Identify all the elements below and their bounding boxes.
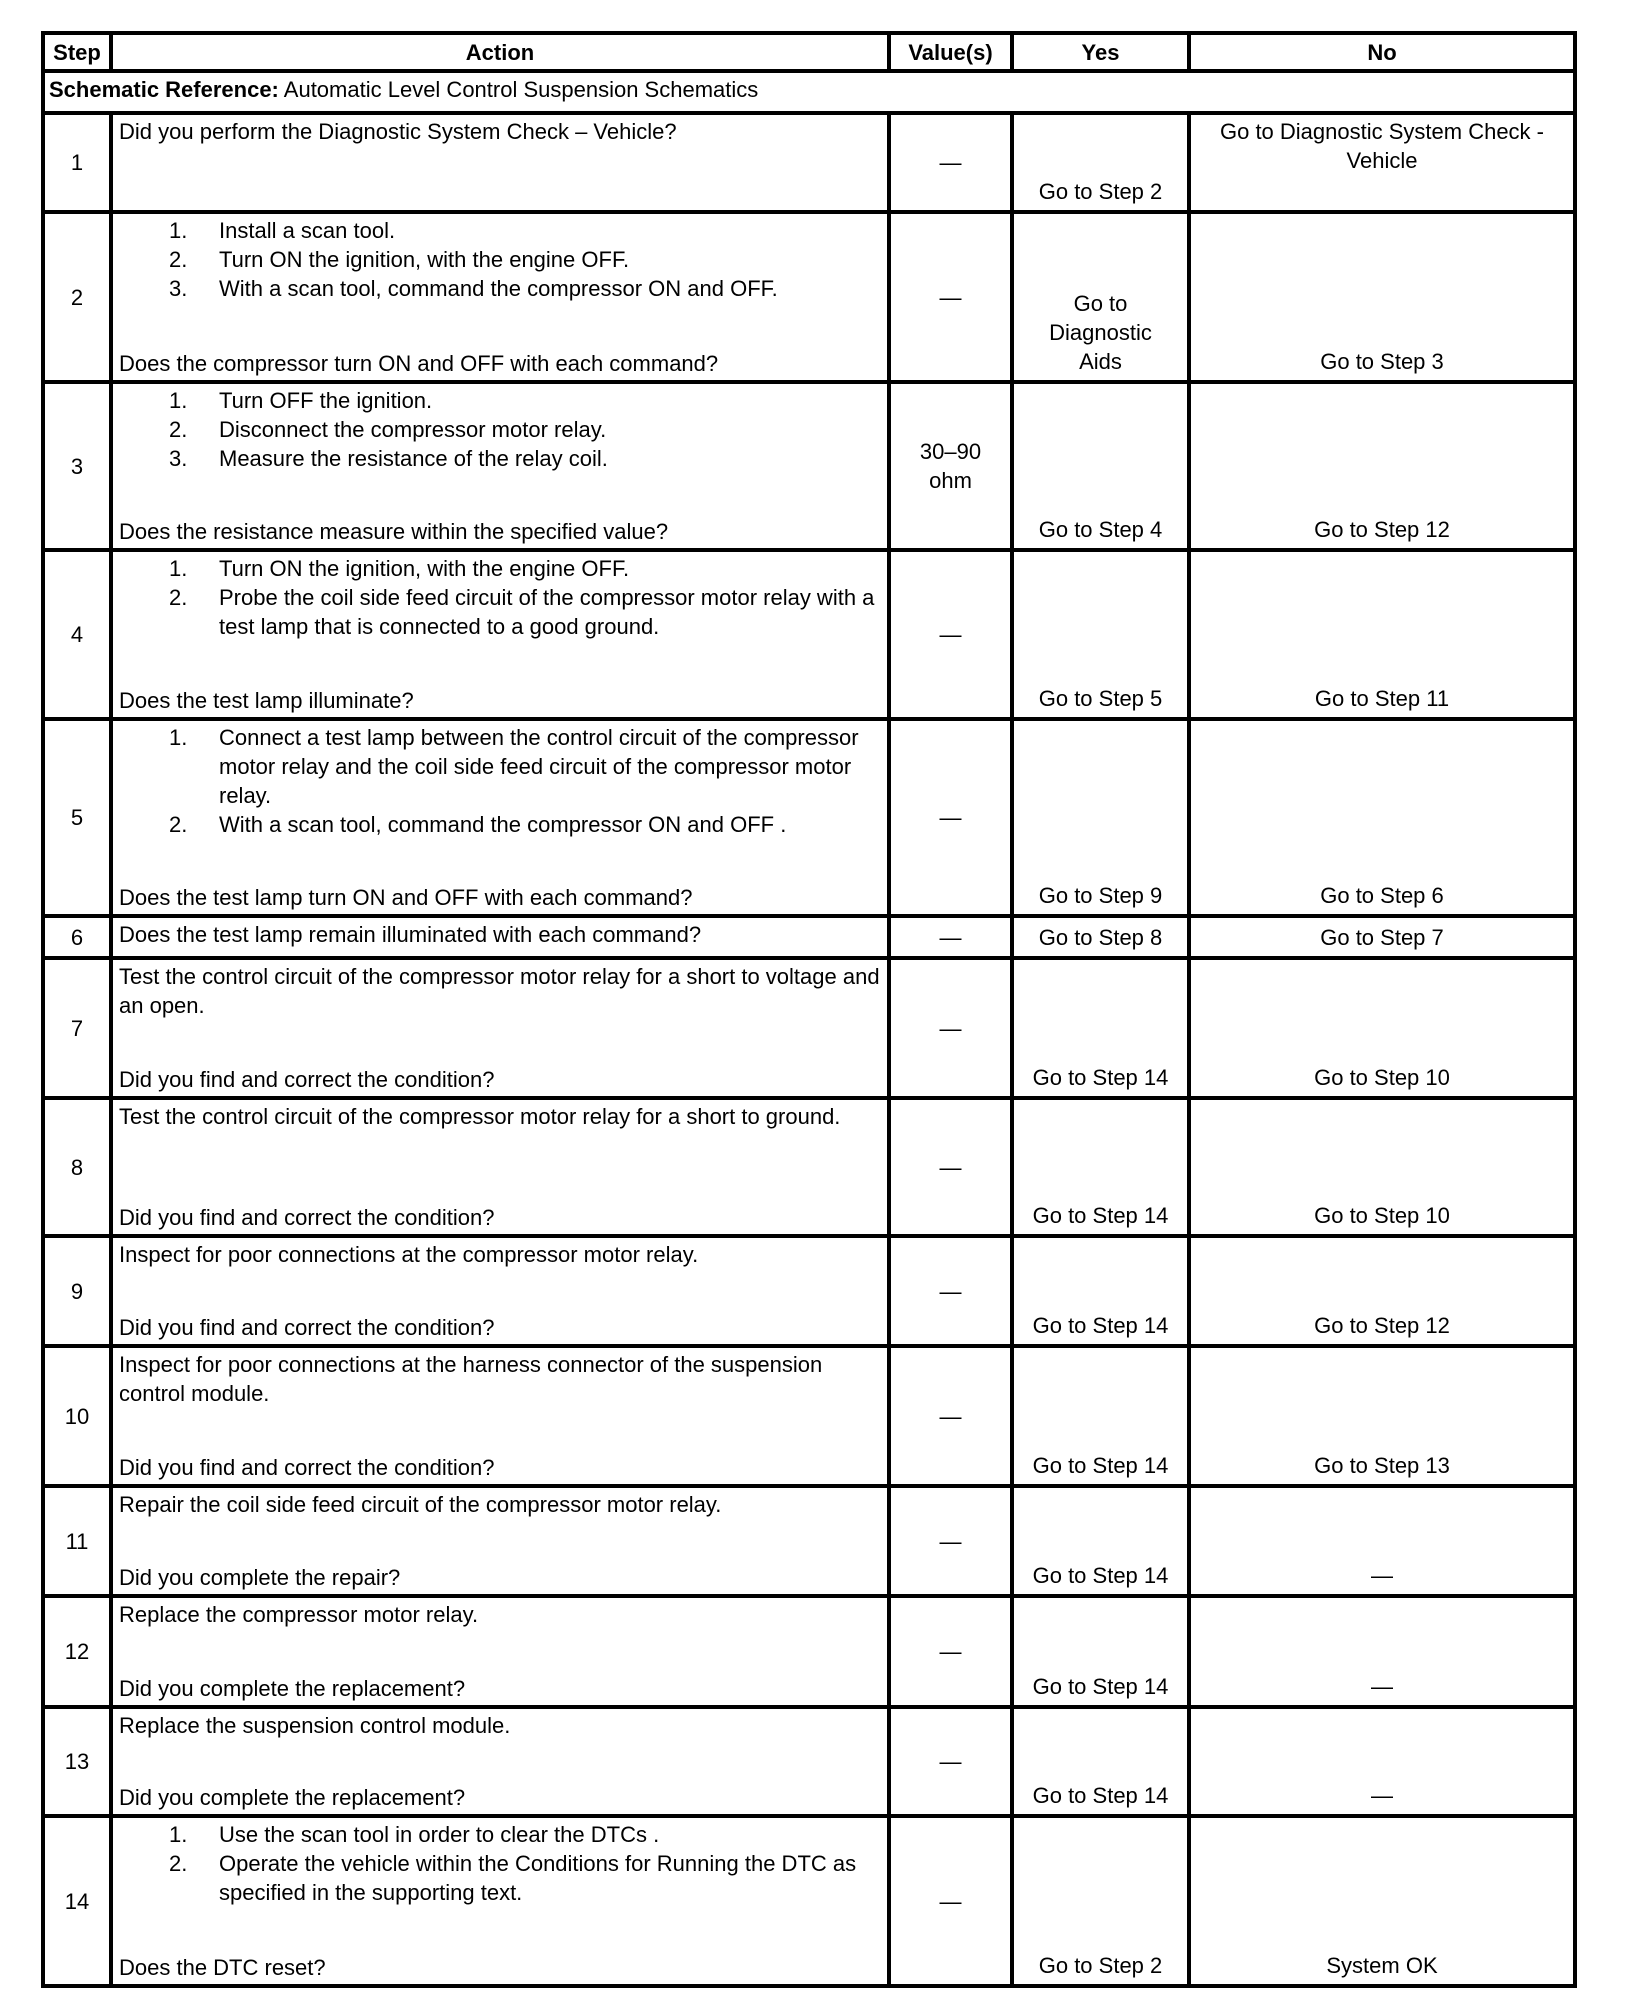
no-cell[interactable]: Go to Diagnostic System Check - Vehicle — [1189, 113, 1575, 212]
step-number: 3 — [43, 382, 111, 550]
value-cell: — — [889, 1596, 1012, 1707]
value-cell: — — [889, 1707, 1012, 1816]
table-row — [43, 550, 1575, 719]
action-text: Does the test lamp remain illuminated with each command? — [119, 922, 702, 947]
schematic-reference-link[interactable]: Automatic Level Control Suspension Schematics — [278, 77, 759, 102]
list-item: 1. Install a scan tool. — [169, 218, 396, 243]
action-question: Does the test lamp turn ON and OFF with each command? — [119, 885, 693, 910]
yes-cell[interactable]: Go to Step 9 — [1012, 719, 1189, 916]
action-step-text: Install a scan tool. — [219, 218, 396, 243]
list-item: 2. With a scan tool, command the compressor ON and OFF . — [169, 812, 787, 837]
step-number: 4 — [43, 550, 111, 719]
no-cell[interactable]: — — [1189, 1486, 1575, 1596]
action-steps-list — [119, 216, 881, 303]
header-no: No — [1189, 33, 1575, 71]
no-cell[interactable]: — — [1189, 1596, 1575, 1707]
action-cell — [119, 1350, 881, 1482]
no-cell[interactable]: Go to Step 11 — [1189, 550, 1575, 719]
yes-cell[interactable]: Go to Step 2 — [1012, 1816, 1189, 1986]
schematic-reference-row — [43, 71, 1575, 113]
step-number: 14 — [43, 1816, 111, 1986]
yes-cell[interactable]: Go to Step 14 — [1012, 1596, 1189, 1707]
step-number: 9 — [43, 1236, 111, 1346]
action-step-text: Turn ON the ignition, with the engine OFF. — [219, 247, 630, 272]
value-cell: 30–90 ohm — [889, 382, 1012, 550]
action-question: Did you complete the replacement? — [119, 1676, 466, 1701]
list-item: 1. Turn ON the ignition, with the engine OFF. — [169, 556, 630, 581]
yes-cell[interactable]: Go to Diagnostic Aids — [1012, 212, 1189, 382]
yes-cell[interactable]: Go to Step 8 — [1012, 916, 1189, 958]
table-row — [43, 916, 1575, 958]
action-text: Test the control circuit of the compressor motor relay for a short to ground. — [119, 1104, 841, 1129]
yes-cell[interactable]: Go to Step 4 — [1012, 382, 1189, 550]
value-cell: — — [889, 113, 1012, 212]
table-row — [43, 113, 1575, 212]
diagnostic-table — [41, 31, 1577, 1988]
value-cell: — — [889, 958, 1012, 1098]
step-number: 13 — [43, 1707, 111, 1816]
list-item: 1. Connect a test lamp between the control circuit of the compressor motor relay and the coil side feed circuit of the compressor motor relay. — [169, 723, 881, 810]
action-question: Does the DTC reset? — [119, 1955, 326, 1980]
action-cell — [119, 386, 881, 546]
yes-cell[interactable]: Go to Step 14 — [1012, 1236, 1189, 1346]
action-text: Did you perform the Diagnostic System Check – Vehicle? — [119, 119, 677, 144]
action-question: Did you complete the replacement? — [119, 1785, 466, 1810]
step-number: 12 — [43, 1596, 111, 1707]
yes-cell[interactable]: Go to Step 14 — [1012, 1098, 1189, 1236]
action-text: Inspect for poor connections at the harness connector of the suspension control module. — [119, 1352, 823, 1406]
no-cell[interactable]: Go to Step 3 — [1189, 212, 1575, 382]
action-cell — [119, 1711, 881, 1812]
no-cell[interactable]: Go to Step 7 — [1189, 916, 1575, 958]
action-cell — [119, 554, 881, 715]
action-step-text: Probe the coil side feed circuit of the compressor motor relay with a test lamp that is connected to a good ground. — [219, 585, 875, 639]
action-text: Replace the compressor motor relay. — [119, 1602, 479, 1627]
action-cell — [119, 1820, 881, 1982]
list-item: 2. Operate the vehicle within the Conditions for Running the DTC as specified in the supporting text. — [169, 1849, 881, 1907]
table-row — [43, 1486, 1575, 1596]
no-cell[interactable]: — — [1189, 1707, 1575, 1816]
header-action: Action — [111, 33, 889, 71]
step-number: 8 — [43, 1098, 111, 1236]
value-cell: — — [889, 916, 1012, 958]
yes-cell[interactable]: Go to Step 14 — [1012, 1707, 1189, 1816]
table-row — [43, 1346, 1575, 1486]
step-number: 1 — [43, 113, 111, 212]
list-item: 2. Probe the coil side feed circuit of the compressor motor relay with a test lamp that is connected to a good ground. — [169, 583, 881, 641]
list-item: 3. With a scan tool, command the compressor ON and OFF. — [169, 276, 778, 301]
value-cell: — — [889, 550, 1012, 719]
action-text: Inspect for poor connections at the compressor motor relay. — [119, 1242, 699, 1267]
no-cell[interactable]: Go to Step 6 — [1189, 719, 1575, 916]
action-cell — [119, 962, 881, 1094]
action-cell — [119, 216, 881, 378]
list-item: 1. Use the scan tool in order to clear the DTCs . — [169, 1822, 660, 1847]
no-cell[interactable]: System OK — [1189, 1816, 1575, 1986]
action-text: Repair the coil side feed circuit of the compressor motor relay. — [119, 1492, 722, 1517]
value-cell: — — [889, 1098, 1012, 1236]
table-row — [43, 1816, 1575, 1986]
action-step-text: Measure the resistance of the relay coil. — [219, 446, 608, 471]
step-number: 5 — [43, 719, 111, 916]
value-cell: — — [889, 1816, 1012, 1986]
action-step-text: Disconnect the compressor motor relay. — [219, 417, 607, 442]
action-steps-list — [119, 554, 881, 641]
action-text: Test the control circuit of the compressor motor relay for a short to voltage and an open. — [119, 964, 880, 1018]
no-cell[interactable]: Go to Step 12 — [1189, 1236, 1575, 1346]
action-cell — [119, 1490, 881, 1592]
table-row — [43, 958, 1575, 1098]
list-item: 2. Turn ON the ignition, with the engine OFF. — [169, 247, 630, 272]
table-row — [43, 382, 1575, 550]
value-cell: — — [889, 1486, 1012, 1596]
action-step-text: Use the scan tool in order to clear the DTCs . — [219, 1822, 660, 1847]
action-cell — [119, 1600, 881, 1703]
action-steps-list — [119, 386, 881, 473]
step-number: 6 — [43, 916, 111, 958]
no-cell[interactable]: Go to Step 10 — [1189, 958, 1575, 1098]
action-cell — [119, 117, 881, 208]
table-row — [43, 212, 1575, 382]
step-number: 11 — [43, 1486, 111, 1596]
action-question: Does the test lamp illuminate? — [119, 688, 414, 713]
no-cell[interactable]: Go to Step 12 — [1189, 382, 1575, 550]
action-step-text: Operate the vehicle within the Conditions for Running the DTC as specified in the supporting text. — [219, 1851, 857, 1905]
action-question: Did you find and correct the condition? — [119, 1067, 495, 1092]
table-row — [43, 1236, 1575, 1346]
yes-cell[interactable]: Go to Step 5 — [1012, 550, 1189, 719]
action-step-text: Connect a test lamp between the control circuit of the compressor motor relay and the coil side feed circuit of the compressor motor relay. — [219, 725, 859, 808]
action-steps-list — [119, 723, 881, 839]
list-item: 1. Turn OFF the ignition. — [169, 388, 433, 413]
action-cell — [119, 1102, 881, 1232]
action-steps-list — [119, 1820, 881, 1907]
table-row — [43, 719, 1575, 916]
action-question: Did you find and correct the condition? — [119, 1315, 495, 1340]
action-step-text: With a scan tool, command the compressor ON and OFF. — [219, 276, 778, 301]
action-cell — [119, 723, 881, 912]
value-cell: — — [889, 1346, 1012, 1486]
header-step: Step — [43, 33, 111, 71]
yes-cell[interactable]: Go to Step 14 — [1012, 958, 1189, 1098]
no-cell[interactable]: Go to Step 13 — [1189, 1346, 1575, 1486]
yes-cell[interactable]: Go to Step 14 — [1012, 1486, 1189, 1596]
list-item: 3. Measure the resistance of the relay coil. — [169, 446, 608, 471]
table-row — [43, 1596, 1575, 1707]
step-number: 2 — [43, 212, 111, 382]
action-question: Did you find and correct the condition? — [119, 1205, 495, 1230]
step-number: 10 — [43, 1346, 111, 1486]
action-question: Did you find and correct the condition? — [119, 1455, 495, 1480]
action-text: Replace the suspension control module. — [119, 1713, 511, 1738]
action-question: Does the resistance measure within the specified value? — [119, 519, 669, 544]
action-step-text: Turn ON the ignition, with the engine OFF. — [219, 556, 630, 581]
list-item: 2. Disconnect the compressor motor relay. — [169, 417, 607, 442]
action-cell — [119, 1240, 881, 1342]
action-step-text: With a scan tool, command the compressor ON and OFF . — [219, 812, 787, 837]
action-question: Does the compressor turn ON and OFF with each command? — [119, 351, 719, 376]
header-values: Value(s) — [889, 33, 1012, 71]
value-cell: — — [889, 719, 1012, 916]
table-row — [43, 1098, 1575, 1236]
step-number: 7 — [43, 958, 111, 1098]
schematic-reference-label: Schematic Reference: — [49, 77, 279, 102]
header-row — [43, 33, 1575, 71]
action-cell — [119, 920, 881, 954]
yes-cell[interactable]: Go to Step 2 — [1012, 113, 1189, 212]
value-cell: — — [889, 212, 1012, 382]
action-question: Did you complete the repair? — [119, 1565, 401, 1590]
header-yes: Yes — [1012, 33, 1189, 71]
no-cell[interactable]: Go to Step 10 — [1189, 1098, 1575, 1236]
yes-cell[interactable]: Go to Step 14 — [1012, 1346, 1189, 1486]
action-step-text: Turn OFF the ignition. — [219, 388, 433, 413]
table-row — [43, 1707, 1575, 1816]
value-cell: — — [889, 1236, 1012, 1346]
